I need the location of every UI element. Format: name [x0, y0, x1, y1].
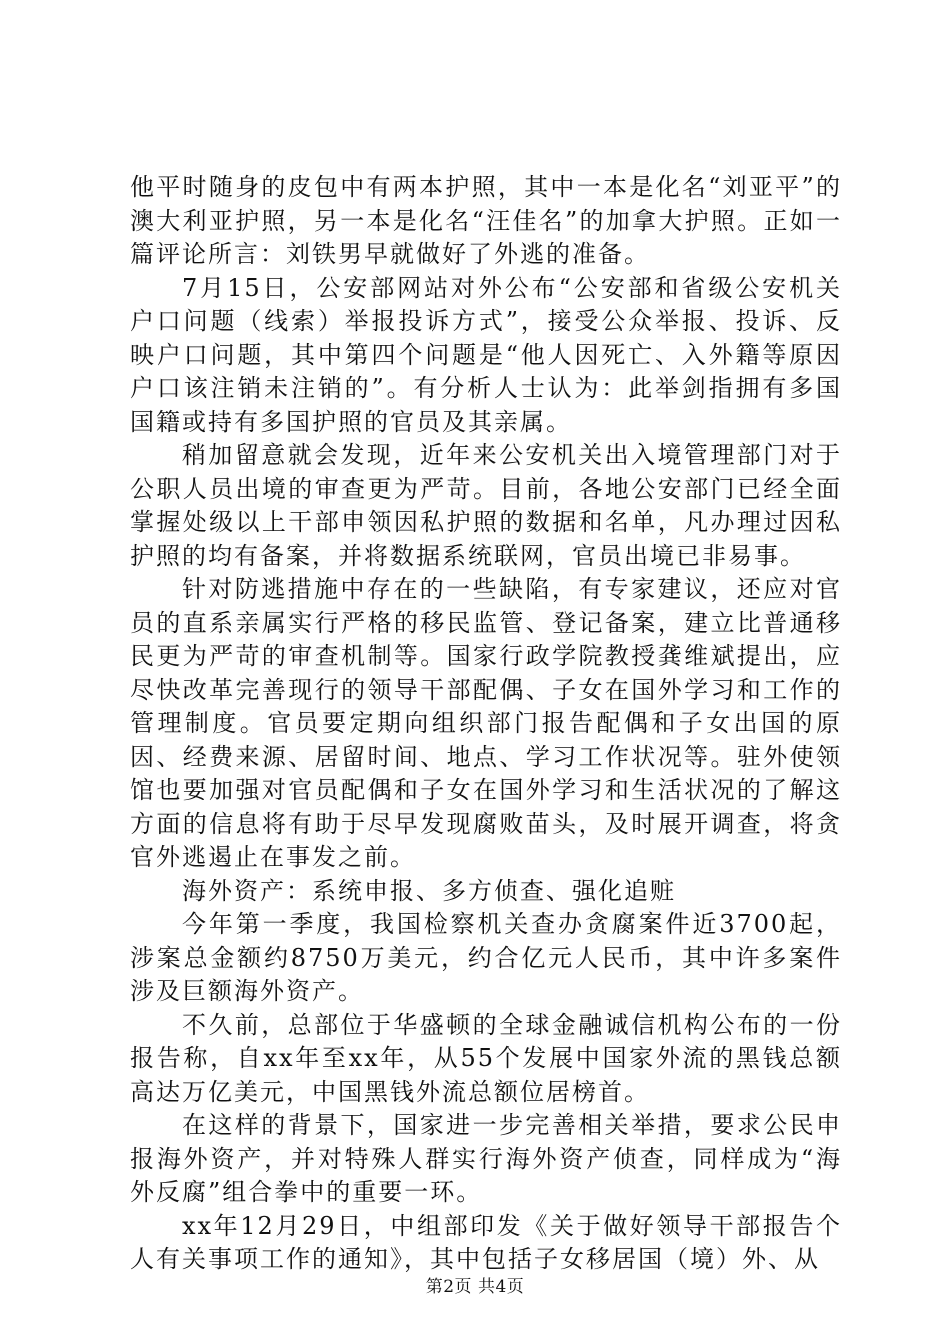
paragraph: 稍加留意就会发现，近年来公安机关出入境管理部门对于公职人员出境的审查更为严苛。目前，各地公安部门已经全面掌握处级以上干部申领因私护照的数据和名单，凡办理过因私护照的均有备案，并将数据系统联网，官员出境已非易事。 [130, 441, 842, 570]
paragraph-continuation: 他平时随身的皮包中有两本护照，其中一本是化名“刘亚平”的澳大利亚护照，另一本是化名“汪佳名”的加拿大护照。正如一篇评论所言：刘铁男早就做好了外逃的准备。 [130, 173, 842, 268]
paragraph: xx年12月29日，中组部印发《关于做好领导干部报告个人有关事项工作的通知》，其中包括子女移居国（境）外、从 [130, 1211, 842, 1273]
paragraph: 不久前，总部位于华盛顿的全球金融诚信机构公布的一份报告称，自xx年至xx年，从55个发展中国家外流的黑钱总额高达万亿美元，中国黑钱外流总额位居榜首。 [130, 1010, 842, 1106]
body-text [130, 171, 842, 1277]
paragraph: 今年第一季度，我国检察机关查办贪腐案件近3700起，涉案总金额约8750万美元，约合亿元人民币，其中许多案件涉及巨额海外资产。 [130, 910, 842, 1005]
paragraph: 针对防逃措施中存在的一些缺陷，有专家建议，还应对官员的直系亲属实行严格的移民监管、登记备案，建立比普通移民更为严苛的审查机制等。国家行政学院教授龚维斌提出，应尽快改革完善现行的领导干部配偶、子女在国外学习和工作的管理制度。官员要定期向组织部门报告配偶和子女出国的原因、经费来源、居留时间、地点、学习工作状况等。驻外使领馆也要加强对官员配偶和子女在国外学习和生活状况的了解这方面的信息将有助于尽早发现腐败苗头，及时展开调查，将贪官外逃遏止在事发之前。 [130, 575, 842, 871]
section-heading: 海外资产：系统申报、多方侦查、强化追赃 [182, 876, 676, 905]
page-footer: 第2页 共4页 [425, 1277, 525, 1297]
paragraph: 在这样的背景下，国家进一步完善相关举措，要求公民申报海外资产，并对特殊人群实行海外资产侦查，同样成为“海外反腐”组合拳中的重要一环。 [130, 1111, 842, 1206]
paragraph: 7月15日，公安部网站对外公布“公安部和省级公安机关户口问题（线索）举报投诉方式”，接受公众举报、投诉、反映户口问题，其中第四个问题是“他人因死亡、入外籍等原因户口该注销未注销的”。有分析人士认为：此举剑指拥有多国国籍或持有多国护照的官员及其亲属。 [130, 273, 842, 436]
